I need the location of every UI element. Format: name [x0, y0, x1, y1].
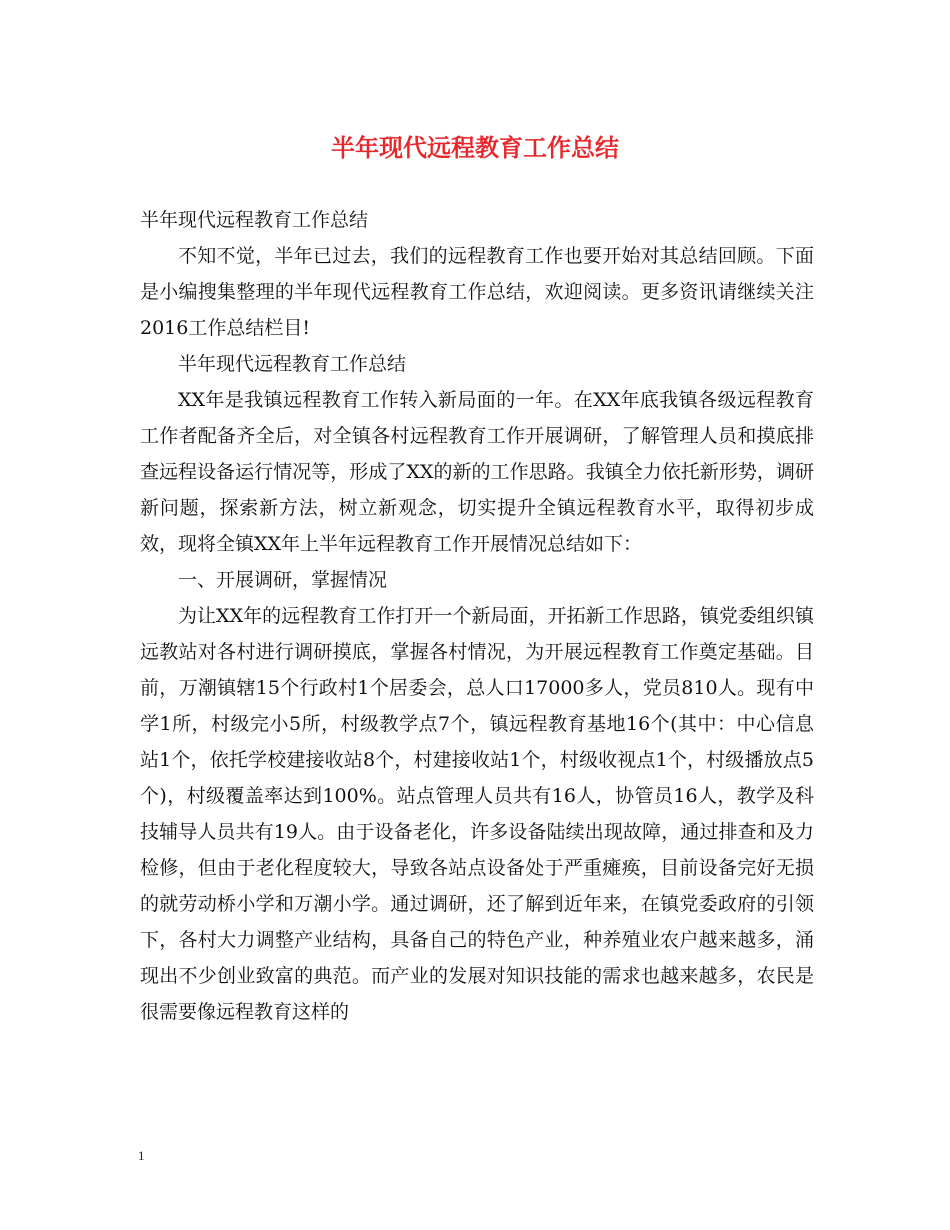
paragraph-overview: XX年是我镇远程教育工作转入新局面的一年。在XX年底我镇各级远程教育工作者配备齐全后，对全镇各村远程教育工作开展调研，了解管理人员和摸底排查远程设备运行情况等，形成了XX的新的工作思路。我镇全力依托新形势，调研新问题，探索新方法，树立新观念，切实提升全镇远程教育水平，取得初步成效，现将全镇XX年上半年远程教育工作开展情况总结如下： — [140, 389, 814, 555]
document-body — [140, 202, 814, 1030]
paragraph-heading: 半年现代远程教育工作总结 — [140, 209, 369, 231]
document-title: 半年现代远程教育工作总结 — [331, 133, 619, 162]
paragraph-section-1: 为让XX年的远程教育工作打开一个新局面，开拓新工作思路，镇党委组织镇远教站对各村进行调研摸底，掌握各村情况，为开展远程教育工作奠定基础。目前，万潮镇辖15个行政村1个居委会，总人口17000多人，党员810人。现有中学1所，村级完小5所，村级教学点7个，镇远程教育基地16个(其中：中心信息站1个，依托学校建接收站8个，村建接收站1个，村级收视点1个，村级播放点5个)，村级覆盖率达到100%。站点管理人员共有16人，协管员16人，教学及科技辅导人员共有19人。由于设备老化，许多设备陆续出现故障，通过排查和及力检修，但由于老化程度较大，导致各站点设备处于严重瘫痪，目前设备完好无损的就劳动桥小学和万潮小学。通过调研，还了解到近年来，在镇党委政府的引领下，各村大力调整产业结构，具备自己的特色产业，种养殖业农户越来越多，涌现出不少创业致富的典范。而产业的发展对知识技能的需求也越来越多，农民是很需要像远程教育这样的 — [140, 605, 814, 1023]
paragraph-intro: 不知不觉，半年已过去，我们的远程教育工作也要开始对其总结回顾。下面是小编搜集整理的半年现代远程教育工作总结，欢迎阅读。更多资讯请继续关注2016工作总结栏目! — [140, 245, 814, 339]
page-number: 1 — [138, 1148, 145, 1163]
paragraph-subtitle: 半年现代远程教育工作总结 — [178, 353, 407, 375]
section-heading-1: 一、开展调研，掌握情况 — [178, 569, 388, 591]
